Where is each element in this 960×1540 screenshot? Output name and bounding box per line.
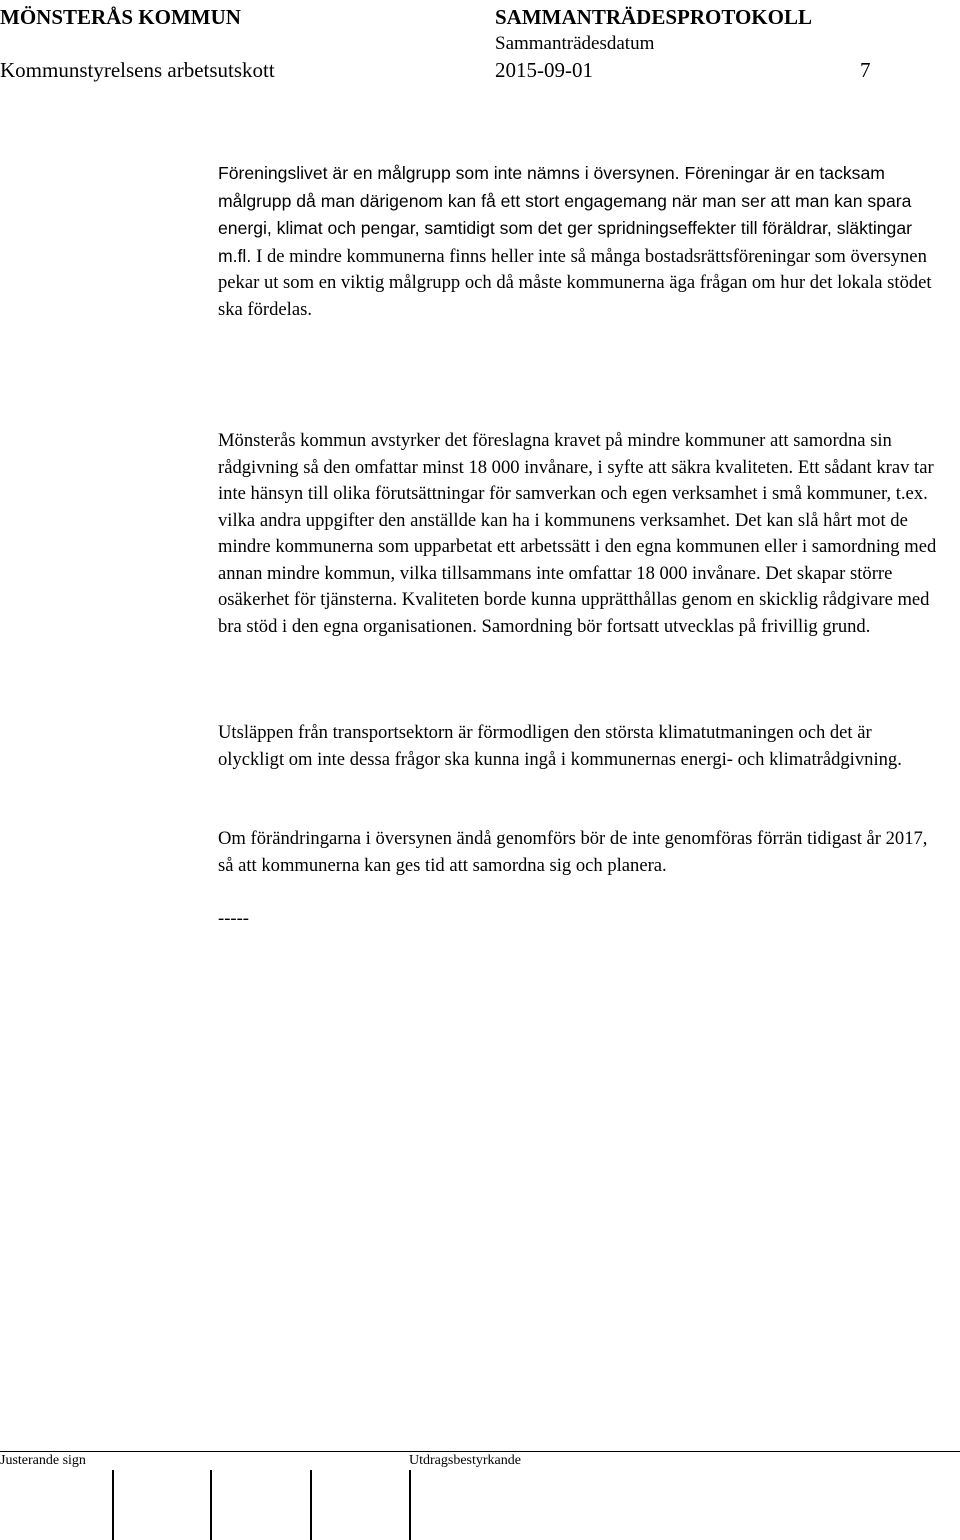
page-number: 7 <box>860 58 871 82</box>
footer-divider <box>0 1451 960 1452</box>
signature-box-line <box>112 1470 114 1540</box>
signature-box-line <box>310 1470 312 1540</box>
extract-box-line <box>409 1470 411 1540</box>
organization-name: MÖNSTERÅS KOMMUN <box>0 5 241 29</box>
paragraph-associations <box>218 160 942 323</box>
paragraph-transport: Utsläppen från transportsektorn är förmodligen den största klimatutmaningen och det är olyckligt om inte dessa frågor ska kunna ingå i kommunernas energi- och klimatrådgivning. <box>218 722 902 770</box>
end-marker: ----- <box>218 908 249 929</box>
signature-box-line <box>210 1470 212 1540</box>
date-label: Sammanträdesdatum <box>495 33 655 54</box>
paragraph-associations-intro: Föreningslivet är en målgrupp som inte nämns i översynen. Föreningar är en tacksam målgrupp då man därigenom kan få ett stort engagemang när man ser att man kan spara energi, klimat och pengar, samtidigt som det ger spridningseffekter till föräldrar, släktingar m.fl. <box>218 163 912 266</box>
meeting-date: 2015-09-01 <box>495 58 593 82</box>
signature-label: Justerande sign <box>0 1453 86 1468</box>
paragraph-coordination: Mönsterås kommun avstyrker det föreslagna kravet på mindre kommuner att samordna sin rådgivning så den omfattar minst 18 000 invånare, i syfte att säkra kvaliteten. Ett sådant krav tar inte hänsyn till olika förutsättningar för samverkan och egen verksamhet i små kommuner, t.ex. vilka andra uppgifter den anställde kan ha i kommunens verksamhet. Det kan slå hårt mot de mindre kommunerna som upparbetat ett arbetssätt i den egna kommunen eller i samordning med annan mindre kommun, vilka tillsammans inte omfattar 18 000 invånare. Det skapar större osäkerhet för tjänsterna. Kvaliteten borde kunna upprätthållas genom en skicklig rådgivare med bra stöd i den egna organisationen. Samordning bör fortsatt utvecklas på frivillig grund. <box>218 430 937 637</box>
committee-name: Kommunstyrelsens arbetsutskott <box>0 58 275 82</box>
extract-label: Utdragsbestyrkande <box>409 1453 521 1468</box>
paragraph-implementation: Om förändringarna i översynen ändå genomförs bör de inte genomföras förrän tidigast år 2017, så att kommunerna kan ges tid att samordna sig och planera. <box>218 828 928 876</box>
paragraph-associations-rest: I de mindre kommunerna finns heller inte så många bostadsrättsföreningar som översynen pekar ut som en viktig målgrupp och då måste kommunerna äga frågan om hur det lokala stödet ska fördelas. <box>218 245 932 320</box>
document-type: SAMMANTRÄDESPROTOKOLL <box>495 5 812 29</box>
